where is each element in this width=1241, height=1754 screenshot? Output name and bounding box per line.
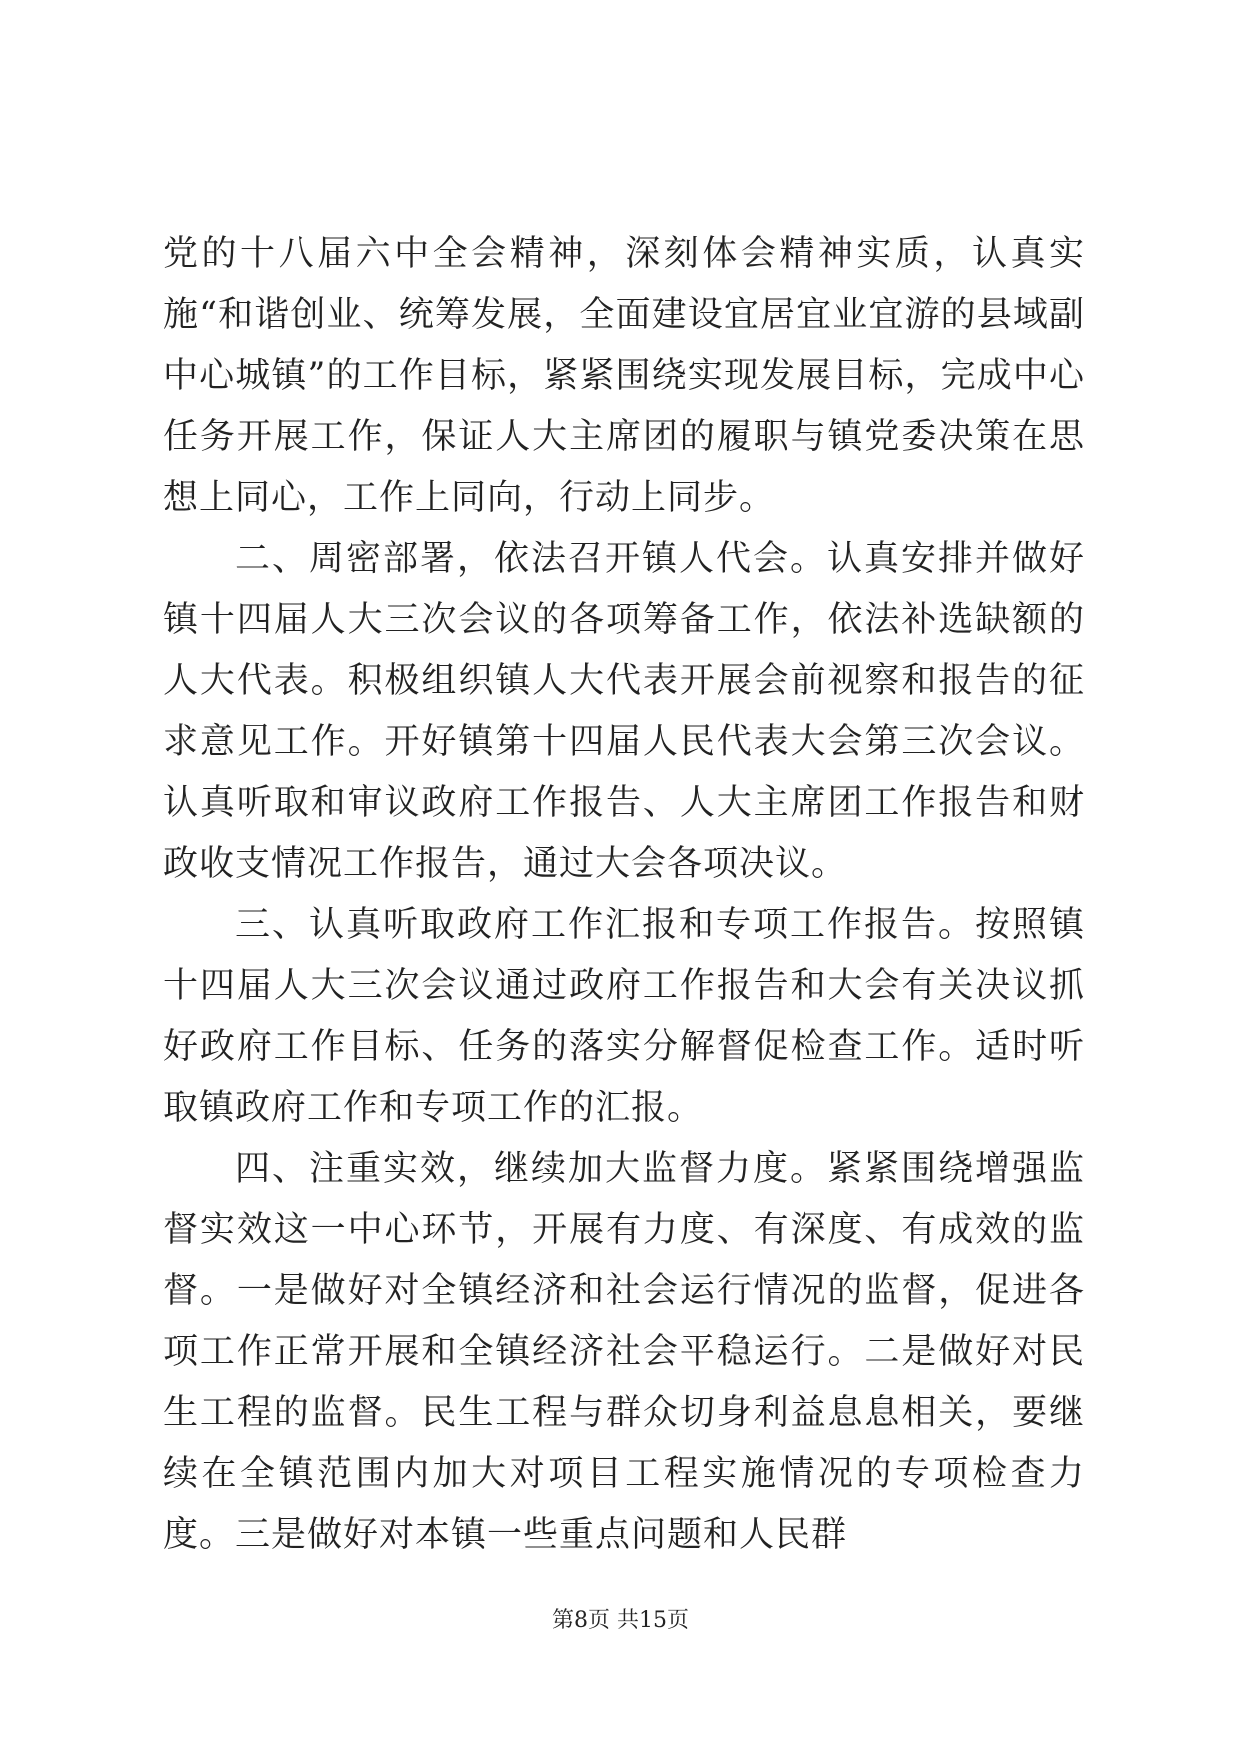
paragraph-section-4: 四、注重实效，继续加大监督力度。紧紧围绕增强监督实效这一中心环节，开展有力度、有深度、有成效的监督。一是做好对全镇经济和社会运行情况的监督，促进各项工作正常开展和全镇经济社会平稳运行。二是做好对民生工程的监督。民生工程与群众切身利益息息相关，要继续在全镇范围内加大对项目工程实施情况的专项检查力度。三是做好对本镇一些重点问题和人民群 — [163, 1149, 1085, 1555]
page-footer: 第8页 共15页 — [552, 1608, 689, 1633]
paragraph-section-3: 三、认真听取政府工作汇报和专项工作报告。按照镇十四届人大三次会议通过政府工作报告和大会有关决议抓好政府工作目标、任务的落实分解督促检查工作。适时听取镇政府工作和专项工作的汇报。 — [163, 905, 1085, 1128]
document-body — [163, 224, 1085, 1566]
paragraph-continuation: 党的十八届六中全会精神，深刻体会精神实质，认真实施“和谐创业、统筹发展，全面建设宜居宜业宜游的县域副中心城镇”的工作目标，紧紧围绕实现发展目标，完成中心任务开展工作，保证人大主席团的履职与镇党委决策在思想上同心，工作上同向，行动上同步。 — [163, 234, 1085, 518]
paragraph-section-2: 二、周密部署，依法召开镇人代会。认真安排并做好镇十四届人大三次会议的各项筹备工作，依法补选缺额的人大代表。积极组织镇人大代表开展会前视察和报告的征求意见工作。开好镇第十四届人民代表大会第三次会议。认真听取和审议政府工作报告、人大主席团工作报告和财政收支情况工作报告，通过大会各项决议。 — [163, 539, 1085, 884]
